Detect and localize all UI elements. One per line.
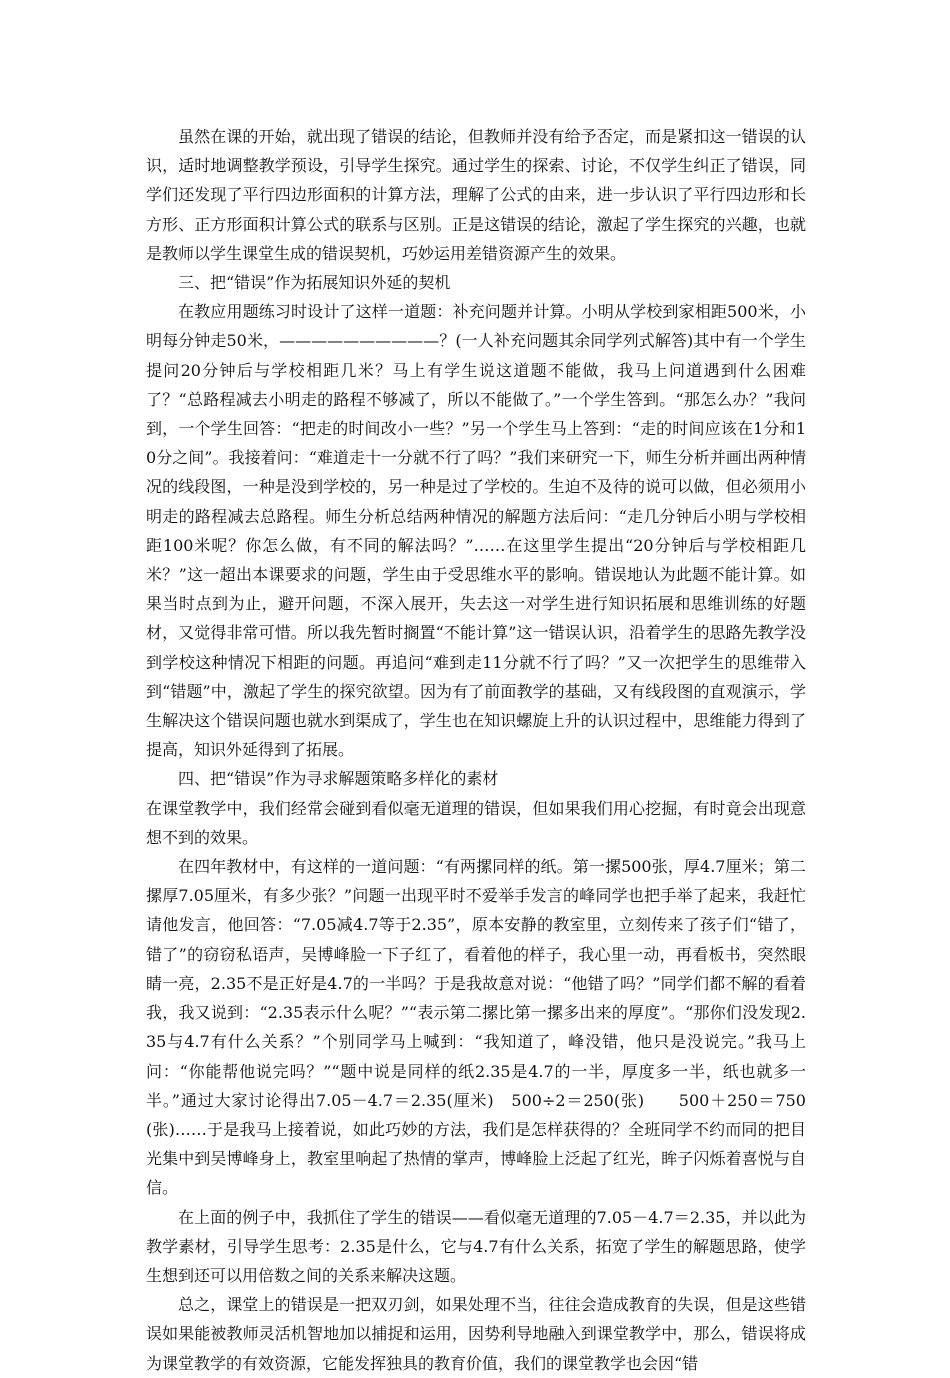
paragraph-section-4-analysis: 在上面的例子中，我抓住了学生的错误——看似毫无道理的7.05－4.7＝2.35，并以此为教学素材，引导学生思考：2.35是什么，它与4.7有什么关系，拓宽了学生的解题思路，使学生想到还可以用倍数之间的关系来解决这题。	[146, 1207, 806, 1285]
paragraph-section-3-body: 在教应用题练习时设计了这样一道题：补充问题并计算。小明从学校到家相距500米，小明每分钟走50米，——————————？(一人补充问题其余同学列式解答)其中有一个学生提问20分钟后与学校相距几米？马上有学生说这道题不能做，我马上问道遇到什么困难了？“总路程减去小明走的路程不够减了，所以不能做了。”一个学生答到。“那怎么办？”我问到，一个学生回答：“把走的时间改小一些？”另一个学生马上答到：“走的时间应该在1分和10分之间”。我接着问：“难道走十一分就不行了吗？”我们来研究一下，师生分析并画出两种情况的线段图，一种是没到学校的，另一种是过了学校的。生迫不及待的说可以做，但必须用小明走的路程减去总路程。师生分析总结两种情况的解题方法后问：“走几分钟后小明与学校相距100米呢？你怎么做，有不同的解法吗？”……在这里学生提出“20分钟后与学校相距几米？”这一超出本课要求的问题，学生由于受思维水平的影响。错误地认为此题不能计算。如果当时点到为止，避开问题，不深入展开，失去这一对学生进行知识拓展和思维训练的好题材，又觉得非常可惜。所以我先暂时搁置“不能计算”这一错误认识，沿着学生的思路先教学没到学校这种情况下相距的问题。再追问“难到走11分就不行了吗？”又一次把学生的思维带入到“错题”中，激起了学生的探究欲望。因为有了前面教学的基础，又有线段图的直观演示，学生解决这个错误问题也就水到渠成了，学生也在知识螺旋上升的认识过程中，思维能力得到了提高，知识外延得到了拓展。	[146, 302, 806, 760]
paragraph-final-summary: 总之，课堂上的错误是一把双刃剑，如果处理不当，往往会造成教育的失误，但是这些错误如果能被教师灵活机智地加以捕捉和运用，因势利导地融入到课堂教学中，那么，错误将成为课堂教学的有效资源，它能发挥独具的教育价值，我们的课堂教学也会因“错	[146, 1295, 806, 1373]
section-heading-4: 四、把“错误”作为寻求解题策略多样化的素材	[178, 769, 499, 789]
document-page	[146, 122, 806, 1378]
section-heading-3: 三、把“错误”作为拓展知识外延的契机	[178, 273, 451, 293]
paragraph-section-4-intro: 在课堂教学中，我们经常会碰到看似毫无道理的错误，但如果我们用心挖掘，有时竟会出现意想不到的效果。	[146, 798, 806, 847]
paragraph-conclusion-summary: 虽然在课的开始，就出现了错误的结论，但教师并没有给予否定，而是紧扣这一错误的认识，适时地调整教学预设，引导学生探究。通过学生的探索、讨论，不仅学生纠正了错误，同学们还发现了平行四边形面积的计算方法，理解了公式的由来，进一步认识了平行四边形和长方形、正方形面积计算公式的联系与区别。正是这错误的结论，激起了学生探究的兴趣，也就是教师以学生课堂生成的错误契机，巧妙运用差错资源产生的效果。	[146, 127, 806, 263]
paragraph-section-4-example: 在四年教材中，有这样的一道问题：“有两摞同样的纸。第一摞500张，厚4.7厘米；第二摞厚7.05厘米，有多少张？”问题一出现平时不爱举手发言的峰同学也把手举了起来，我赶忙请他发言，他回答：“7.05减4.7等于2.35”，原本安静的教室里，立刻传来了孩子们“错了，错了”的窃窃私语声，吴博峰脸一下子红了，看着他的样子，我心里一动，再看板书，突然眼睛一亮，2.35不是正好是4.7的一半吗？于是我故意对说：“他错了吗？”同学们都不解的看着我，我又说到：“2.35表示什么呢？”“表示第二摞比第一摞多出来的厚度”。“那你们没发现2.35与4.7有什么关系？”个别同学马上喊到：“我知道了，峰没错，他只是没说完。”我马上问：“你能帮他说完吗？”“题中说是同样的纸2.35是4.7的一半，厚度多一半，纸也就多一半。”通过大家讨论得出7.05－4.7＝2.35(厘米) 500÷2＝250(张) 500＋250＝750(张)……于是我马上接着说，如此巧妙的方法，我们是怎样获得的？全班同学不约而同的把目光集中到吴博峰身上，教室里响起了热情的掌声，博峰脸上泛起了红光，眸子闪烁着喜悦与自信。	[146, 857, 806, 1198]
